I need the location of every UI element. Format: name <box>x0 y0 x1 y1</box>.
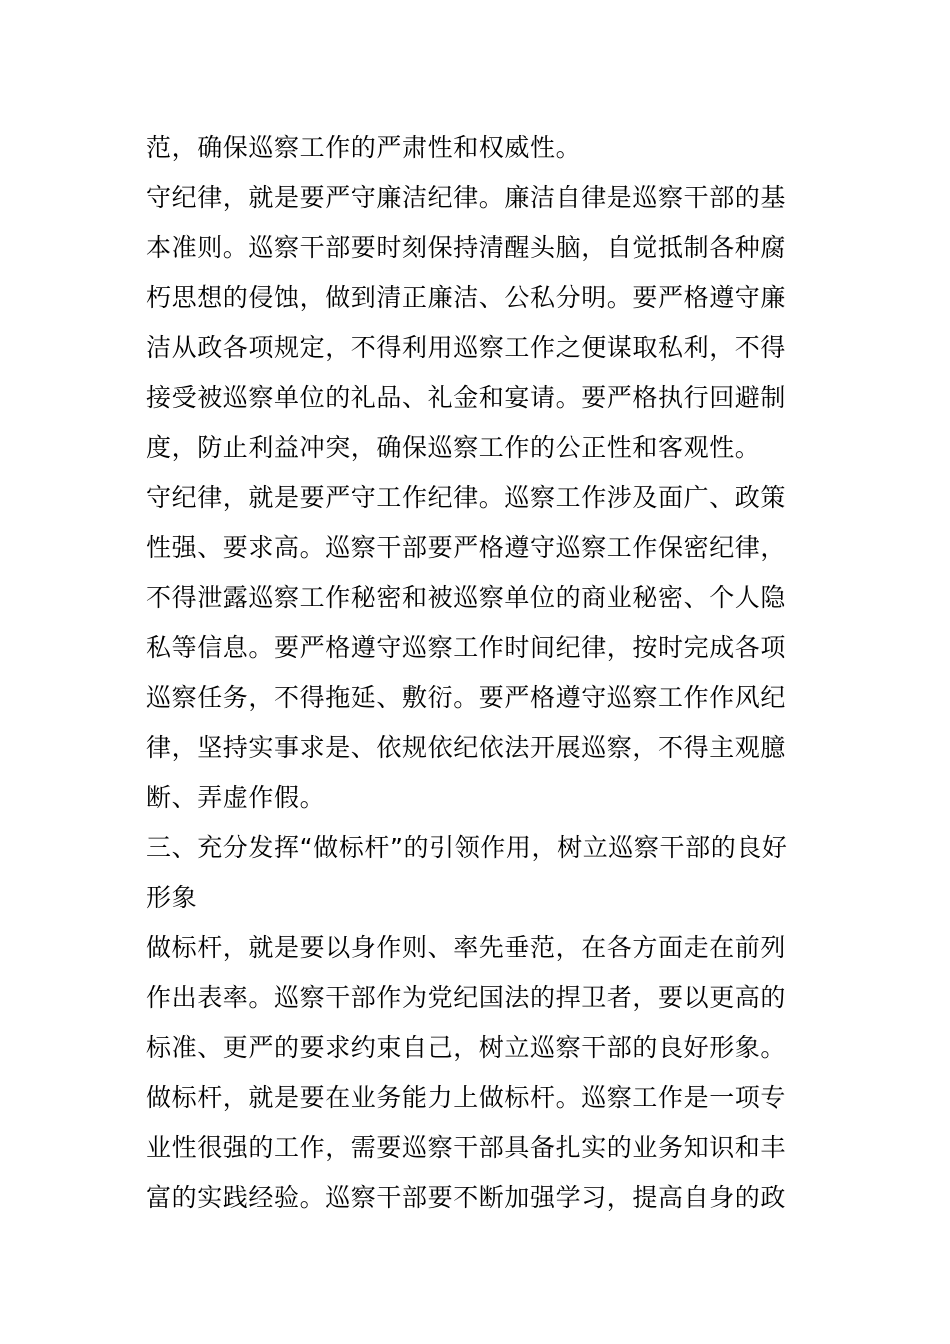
text-line: 守纪律，就是要严守廉洁纪律。廉洁自律是巡察干部的基 <box>146 183 787 212</box>
section-heading-line: 形象 <box>146 883 198 912</box>
text-line: 作出表率。巡察干部作为党纪国法的捍卫者，要以更高的 <box>146 983 787 1012</box>
text-line: 洁从政各项规定，不得利用巡察工作之便谋取私利，不得 <box>146 333 787 362</box>
text-line: 本准则。巡察干部要时刻保持清醒头脑，自觉抵制各种腐 <box>146 233 787 262</box>
text-line: 不得泄露巡察工作秘密和被巡察单位的商业秘密、个人隐 <box>146 583 787 612</box>
text-line: 性强、要求高。巡察干部要严格遵守巡察工作保密纪律， <box>146 533 787 562</box>
text-line: 富的实践经验。巡察干部要不断加强学习，提高自身的政 <box>146 1183 787 1212</box>
text-line: 守纪律，就是要严守工作纪律。巡察工作涉及面广、政策 <box>146 483 787 512</box>
text-line: 范，确保巡察工作的严肃性和权威性。 <box>146 133 582 162</box>
text-line: 巡察任务，不得拖延、敷衍。要严格遵守巡察工作作风纪 <box>146 683 787 712</box>
text-line: 做标杆，就是要以身作则、率先垂范，在各方面走在前列 <box>146 933 787 962</box>
text-line: 断、弄虚作假。 <box>146 783 326 812</box>
text-line: 度，防止利益冲突，确保巡察工作的公正性和客观性。 <box>146 433 761 462</box>
text-line: 做标杆，就是要在业务能力上做标杆。巡察工作是一项专 <box>146 1083 787 1112</box>
text-line: 标准、更严的要求约束自己，树立巡察干部的良好形象。 <box>146 1033 787 1062</box>
text-line: 业性很强的工作，需要巡察干部具备扎实的业务知识和丰 <box>146 1133 787 1162</box>
body-text <box>146 123 811 1223</box>
text-line: 朽思想的侵蚀，做到清正廉洁、公私分明。要严格遵守廉 <box>146 283 787 312</box>
text-line: 律，坚持实事求是、依规依纪依法开展巡察，不得主观臆 <box>146 733 787 762</box>
text-line: 私等信息。要严格遵守巡察工作时间纪律，按时完成各项 <box>146 633 787 662</box>
section-heading-line: 三、充分发挥“做标杆”的引领作用，树立巡察干部的良好 <box>146 833 788 862</box>
text-line: 接受被巡察单位的礼品、礼金和宴请。要严格执行回避制 <box>146 383 787 412</box>
